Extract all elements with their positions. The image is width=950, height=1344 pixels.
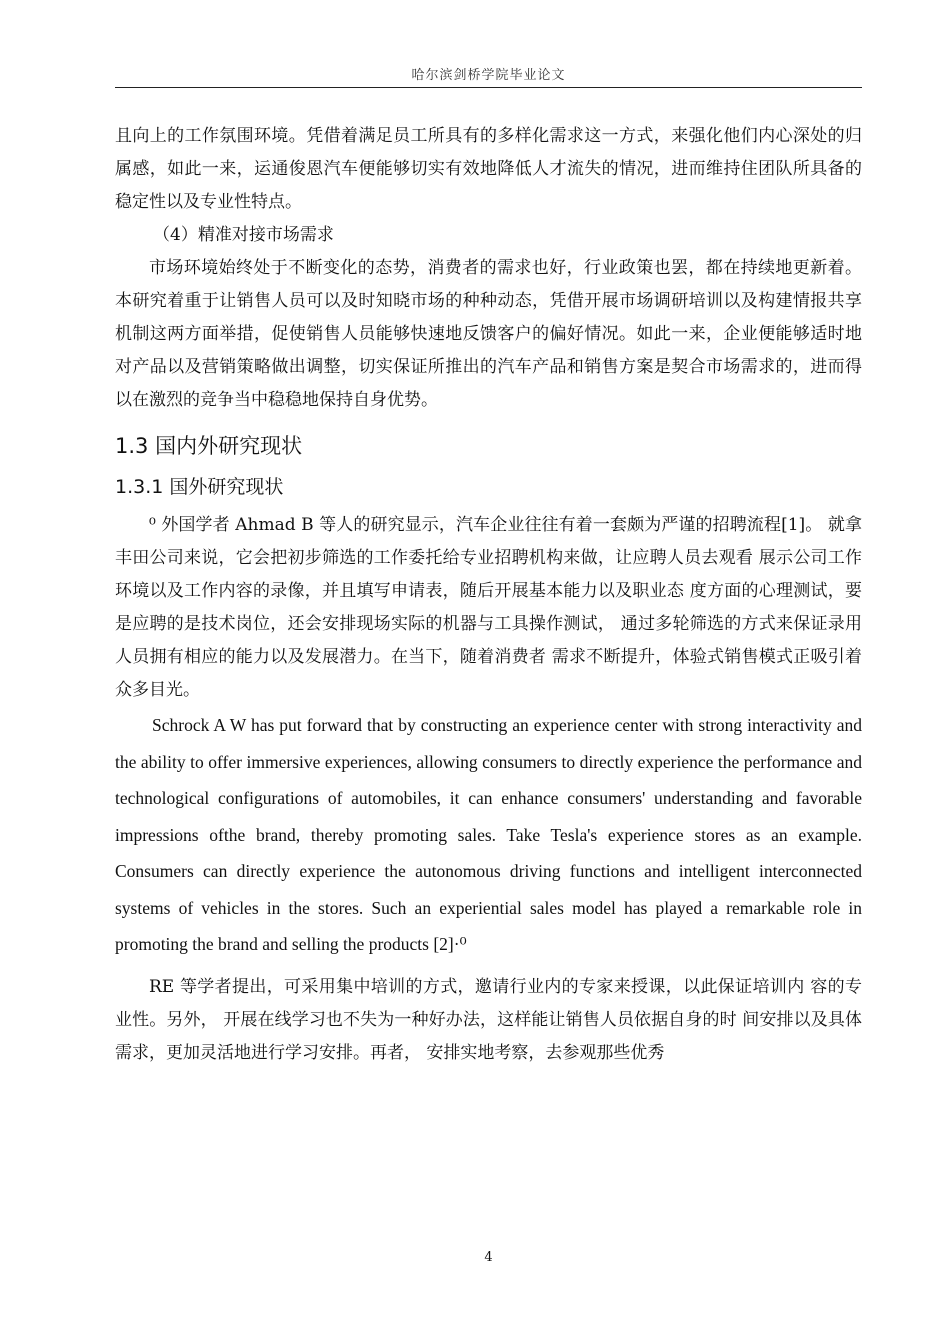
page-number: 4 <box>484 1250 493 1265</box>
header-rule <box>115 87 862 88</box>
section-heading-1-3-1: 1.3.1 国外研究现状 <box>115 476 284 498</box>
section-heading-1-3: 1.3 国内外研究现状 <box>115 434 303 458</box>
paragraph-market-environment: 市场环境始终处于不断变化的态势，消费者的需求也好，行业政策也罢，都在持续地更新着。本研究着重于让销售人员可以及时知晓市场的种种动态，凭借开展市场调研培训以及构建情报共享机制这两方面举措，促使销售人员能够快速地反馈客户的偏好情况。如此一来，企业便能够适时地对产品以及营销策略做出调整，切实保证所推出的汽车产品和销售方案是契合市场需求的，进而得以在激烈的竞争当中稳稳地保持自身优势。 <box>115 258 862 410</box>
paragraph-continuation: 且向上的工作氛围环境。凭借着满足员工所具有的多样化需求这一方式，来强化他们内心深处的归属感，如此一来，运通俊恩汽车便能够切实有效地降低人才流失的情况，进而维持住团队所具备的稳定性以及专业性特点。 <box>115 126 862 212</box>
subheading-market-demand: （4）精准对接市场需求 <box>153 225 334 245</box>
running-header: 哈尔滨剑桥学院毕业论文 <box>411 68 566 83</box>
paragraph-english-schrock: Schrock A W has put forward that by constructing an experience center with strong interactivity and the ability to offer immersive experiences, allowing consumers to directly experience the performance and technological configurations of automobiles, it can enhance consumers' understanding and favorable impressions ofthe brand, thereby promoting sales. Take Tesla's experience stores as an example. Consumers can directly experience the autonomous driving functions and intelligent interconnected systems of vehicles in the stores. Such an experiential sales model has played a remarkable role in promoting the brand and selling the products [2]·⁰ <box>115 715 862 954</box>
body-content <box>115 120 862 1070</box>
paragraph-foreign-scholars: ⁰ 外国学者 Ahmad B 等人的研究显示，汽车企业往往有着一套颇为严谨的招聘流程[1]。 就拿丰田公司来说，它会把初步筛选的工作委托给专业招聘机构来做，让应聘人员去观看 展示公司工作环境以及工作内容的录像，并且填写申请表，随后开展基本能力以及职业态 度方面的心理测试，要是应聘的是技术岗位，还会安排现场实际的机器与工具操作测试， 通过多轮筛选的方式来保证录用人员拥有相应的能力以及发展潜力。在当下，随着消费者 需求不断提升，体验式销售模式正吸引着众多目光。 <box>115 515 862 700</box>
paragraph-re-scholars: RE 等学者提出，可采用集中培训的方式，邀请行业内的专家来授课，以此保证培训内 容的专业性。另外， 开展在线学习也不失为一种好办法，这样能让销售人员依据自身的时 间安排以及具体需求，更加灵活地进行学习安排。再者， 安排实地考察，去参观那些优秀 <box>115 976 862 1063</box>
